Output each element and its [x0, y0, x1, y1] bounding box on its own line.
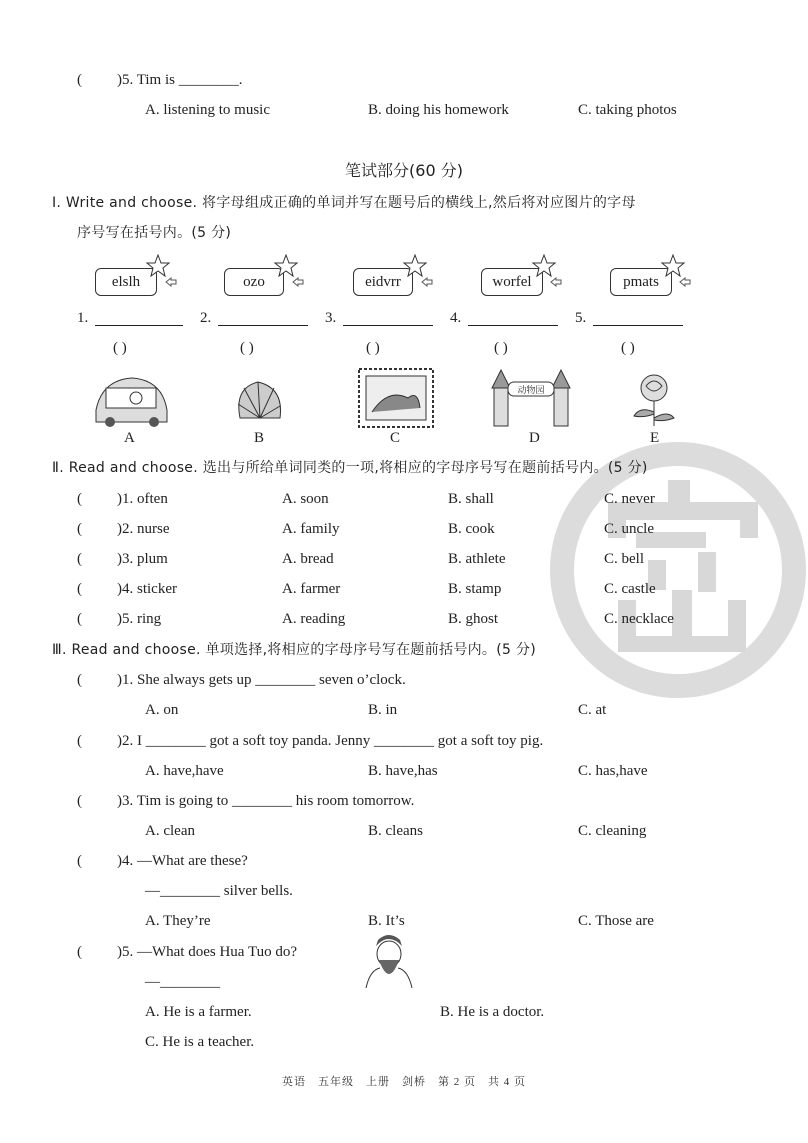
section1-heading-cont: 序号写在括号内。(5 分): [77, 225, 232, 241]
answer-paren-5[interactable]: ( ): [621, 340, 635, 356]
word-box-3: eidvrr: [353, 268, 413, 296]
star-icon: [661, 254, 685, 278]
option-a: A. reading: [282, 611, 346, 627]
word-box-1: elslh: [95, 268, 157, 296]
answer-paren-open[interactable]: (: [77, 611, 82, 627]
option-a: A. farmer: [282, 581, 341, 597]
option-b: B. in: [368, 702, 398, 718]
answer-paren-4[interactable]: ( ): [494, 340, 508, 356]
item-word: )2. nurse: [117, 521, 170, 537]
picture-letter-a: A: [124, 430, 135, 446]
word-box-4: worfel: [481, 268, 543, 296]
answer-paren-open[interactable]: (: [77, 733, 82, 749]
blank-number-4: 4.: [450, 310, 462, 326]
option-a: A. They’re: [145, 913, 211, 929]
option-b: B. doing his homework: [368, 102, 509, 118]
section3-heading: Ⅲ. Read and choose. 单项选择,将相应的字母序号写在题前括号内。(5 分): [52, 642, 537, 658]
blank-number-1: 1.: [77, 310, 89, 326]
question-1-stem: )1. She always gets up ________ seven o’clock.: [117, 672, 406, 688]
option-b: B. cleans: [368, 823, 423, 839]
option-c: C. bell: [604, 551, 644, 567]
picture-letter-c: C: [390, 430, 401, 446]
answer-blank-4[interactable]: [468, 325, 558, 326]
picture-letter-d: D: [529, 430, 540, 446]
option-b: B. cook: [448, 521, 495, 537]
answer-blank-1[interactable]: [95, 325, 183, 326]
arrow-icon: [421, 277, 433, 287]
question-4-stem: )4. —What are these?: [117, 853, 248, 869]
option-c: C. castle: [604, 581, 656, 597]
zoo-gate-icon: [490, 366, 574, 430]
question-5-line2: —________: [145, 974, 220, 990]
watermark-seal: [548, 440, 808, 700]
option-c: C. taking photos: [578, 102, 677, 118]
option-b: B. It’s: [368, 913, 405, 929]
option-a: A. soon: [282, 491, 329, 507]
question-4-line2: —________ silver bells.: [145, 883, 293, 899]
word-box-2: ozo: [224, 268, 284, 296]
answer-paren-open[interactable]: (: [77, 581, 82, 597]
option-a: A. clean: [145, 823, 195, 839]
option-a: A. have,have: [145, 763, 224, 779]
star-icon: [403, 254, 427, 278]
answer-paren-open: (: [77, 72, 82, 88]
section2-heading: Ⅱ. Read and choose. 选出与所给单词同类的一项,将相应的字母序号写在题前括号内。(5 分): [52, 460, 648, 476]
option-c: C. uncle: [604, 521, 654, 537]
item-word: )1. often: [117, 491, 168, 507]
option-c: C. necklace: [604, 611, 674, 627]
question-3-stem: )3. Tim is going to ________ his room tomorrow.: [117, 793, 415, 809]
section1-heading: Ⅰ. Write and choose. 将字母组成正确的单词并写在题号后的横线上,然后将对应图片的字母: [52, 195, 636, 211]
option-a: A. listening to music: [145, 102, 270, 118]
blank-number-2: 2.: [200, 310, 212, 326]
arrow-icon: [292, 277, 304, 287]
hua-tuo-portrait-icon: [362, 932, 416, 990]
page-footer: 英语 五年级 上册 剑桥 第 2 页 共 4 页: [282, 1076, 526, 1088]
car-driver-icon: [92, 370, 170, 428]
option-b: B. He is a doctor.: [440, 1004, 545, 1020]
answer-paren-open[interactable]: (: [77, 853, 82, 869]
option-c: C. at: [578, 702, 607, 718]
option-c: C. has,have: [578, 763, 648, 779]
option-b: B. athlete: [448, 551, 506, 567]
option-b: B. ghost: [448, 611, 499, 627]
answer-blank-3[interactable]: [343, 325, 433, 326]
option-a: A. He is a farmer.: [145, 1004, 252, 1020]
picture-letter-b: B: [254, 430, 265, 446]
option-c: C. Those are: [578, 913, 654, 929]
answer-paren-open[interactable]: (: [77, 491, 82, 507]
answer-blank-5[interactable]: [593, 325, 683, 326]
answer-paren-2[interactable]: ( ): [240, 340, 254, 356]
option-a: A. on: [145, 702, 179, 718]
answer-paren-open[interactable]: (: [77, 672, 82, 688]
option-b: B. shall: [448, 491, 494, 507]
option-c: C. He is a teacher.: [145, 1034, 255, 1050]
item-word: )3. plum: [117, 551, 168, 567]
option-c: C. never: [604, 491, 655, 507]
listening-q5-stem: )5. Tim is ________.: [117, 72, 243, 88]
rose-icon: [626, 372, 682, 428]
word-box-5: pmats: [610, 268, 672, 296]
section-title: 笔试部分(60 分): [345, 161, 463, 180]
stamp-icon: [358, 368, 434, 428]
option-b: B. stamp: [448, 581, 502, 597]
option-c: C. cleaning: [578, 823, 647, 839]
blank-number-3: 3.: [325, 310, 337, 326]
star-icon: [532, 254, 556, 278]
option-a: A. family: [282, 521, 340, 537]
arrow-icon: [679, 277, 691, 287]
arrow-icon: [550, 277, 562, 287]
answer-blank-2[interactable]: [218, 325, 308, 326]
answer-paren-open[interactable]: (: [77, 521, 82, 537]
answer-paren-1[interactable]: ( ): [113, 340, 127, 356]
arrow-icon: [165, 277, 177, 287]
blank-number-5: 5.: [575, 310, 587, 326]
picture-letter-e: E: [650, 430, 660, 446]
star-icon: [274, 254, 298, 278]
item-word: )5. ring: [117, 611, 162, 627]
star-icon: [146, 254, 170, 278]
option-a: A. bread: [282, 551, 334, 567]
shell-icon: [232, 378, 286, 424]
answer-paren-open[interactable]: (: [77, 551, 82, 567]
option-b: B. have,has: [368, 763, 438, 779]
answer-paren-open[interactable]: (: [77, 944, 82, 960]
item-word: )4. sticker: [117, 581, 177, 597]
question-5-stem: )5. —What does Hua Tuo do?: [117, 944, 297, 960]
zoo-sign: 动物园: [517, 385, 545, 395]
question-2-stem: )2. I ________ got a soft toy panda. Jenny ________ got a soft toy pig.: [117, 733, 544, 749]
answer-paren-open[interactable]: (: [77, 793, 82, 809]
answer-paren-3[interactable]: ( ): [366, 340, 380, 356]
